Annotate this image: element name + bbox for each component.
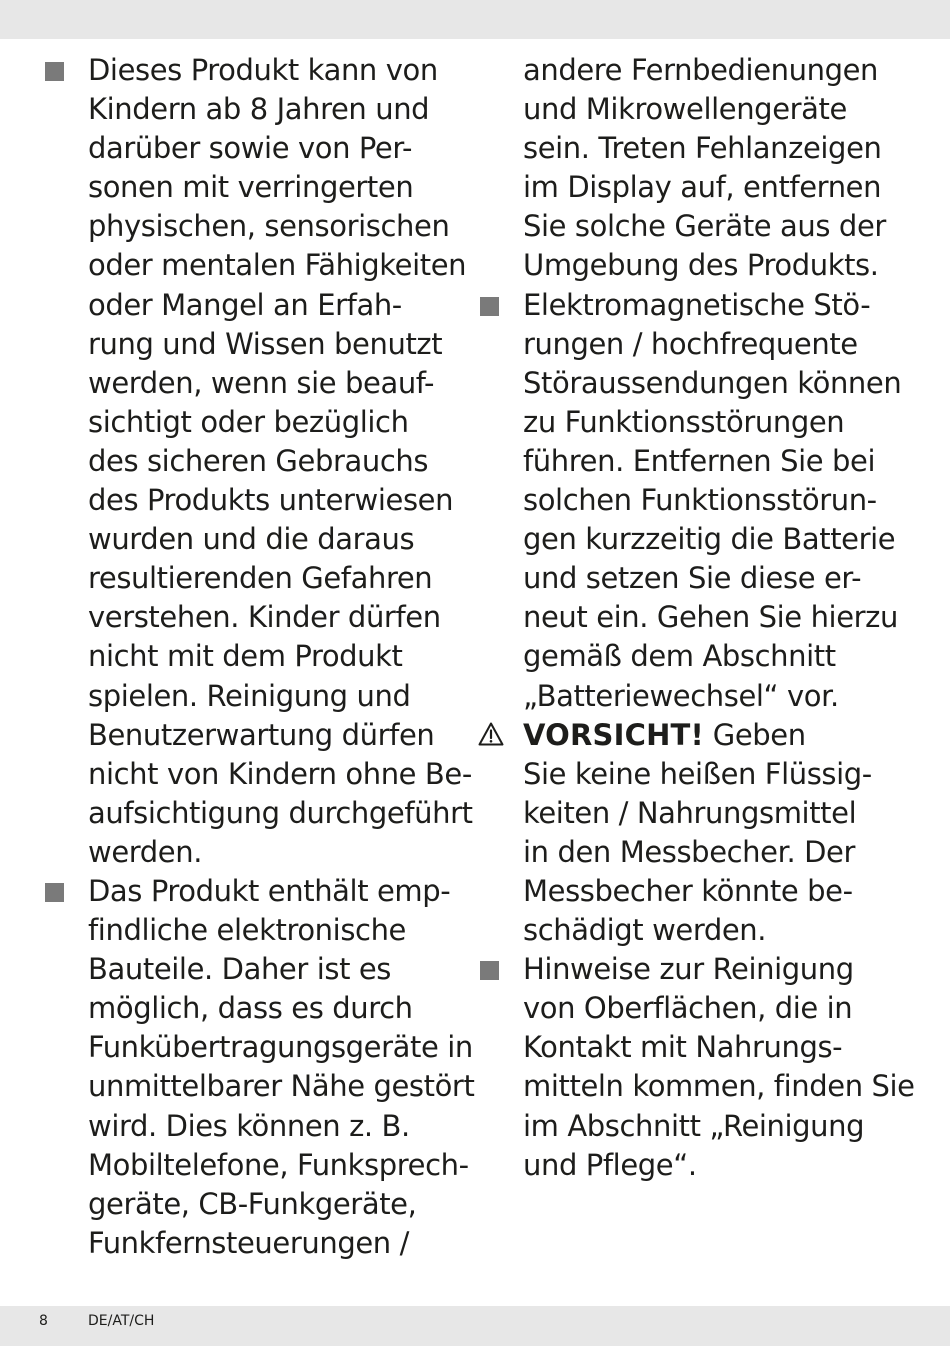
warning-label: VORSICHT! [523, 717, 704, 752]
text-line: Funkfernsteuerungen / [88, 1225, 409, 1260]
text-line: Umgebung des Produkts. [523, 248, 879, 283]
text-line: gemäß dem Abschnitt [523, 639, 836, 674]
warning-first-line [523, 716, 918, 755]
page-number: 8 [39, 1313, 48, 1329]
warning-triangle-icon [478, 721, 504, 747]
bullet-item-electromagnetic [478, 286, 918, 716]
text-line: findliche elektronische [88, 913, 406, 948]
square-bullet-icon [480, 961, 499, 980]
text-line: aufsichtigung durchgeführt [88, 795, 473, 830]
text-line: und Mikrowellengeräte [523, 92, 847, 127]
text-line: und setzen Sie diese er- [523, 561, 862, 596]
text-line: schädigt werden. [523, 913, 767, 948]
text-line: Mobiltelefone, Funksprech- [88, 1147, 469, 1182]
text-line: andere Fernbedienungen [523, 53, 879, 87]
text-line: sichtigt oder bezüglich [88, 404, 409, 439]
text-line: unmittelbarer Nähe gestört [88, 1069, 475, 1104]
continued-paragraph [478, 51, 918, 286]
bullet-item-electronic-components [43, 872, 473, 1263]
text-line: und Pflege“. [523, 1147, 697, 1182]
text-line: Bauteile. Daher ist es [88, 952, 392, 987]
text-line: sonen mit verringerten [88, 170, 414, 205]
text-line: neut ein. Gehen Sie hierzu [523, 600, 898, 635]
text-line: solchen Funktionsstörun- [523, 483, 877, 518]
text-line: spielen. Reinigung und [88, 678, 411, 713]
text-line: Hinweise zur Reinigung [523, 952, 854, 987]
text-line: Sie keine heißen Flüssig- [523, 756, 872, 791]
text-line: rung und Wissen benutzt [88, 326, 443, 361]
left-column [43, 51, 473, 1263]
text-line: Dieses Produkt kann von [88, 53, 438, 87]
text-line: Sie solche Geräte aus der [523, 209, 886, 244]
text-line: darüber sowie von Per- [88, 131, 413, 166]
text-line: werden. [88, 834, 203, 869]
text-line: Kindern ab 8 Jahren und [88, 92, 430, 127]
square-bullet-icon [45, 883, 64, 902]
text-line: im Display auf, entfernen [523, 170, 882, 205]
text-line: verstehen. Kinder dürfen [88, 600, 441, 635]
text-line: Das Produkt enthält emp- [88, 873, 451, 908]
text-line: oder mentalen Fähigkeiten [88, 248, 467, 283]
paragraph-cleaning-hint [523, 950, 918, 1185]
text-line: physischen, sensorischen [88, 209, 450, 244]
text-line: „Batteriewechsel“ vor. [523, 678, 839, 713]
text-line: rungen / hochfrequente [523, 326, 858, 361]
text-line: Benutzerwartung dürfen [88, 717, 435, 752]
text-line: Störaussendungen können [523, 365, 902, 400]
text-line: wurden und die daraus [88, 522, 415, 557]
warning-item [478, 716, 918, 951]
text-line: nicht mit dem Produkt [88, 639, 403, 674]
text-line: wird. Dies können z. B. [88, 1108, 410, 1143]
paragraph-children-usage [88, 51, 473, 872]
paragraph-electronic-components [88, 872, 473, 1263]
text-line: resultierenden Gefahren [88, 561, 433, 596]
top-band [0, 0, 950, 39]
text-line: Kontakt mit Nahrungs- [523, 1030, 843, 1065]
text-line: zu Funktionsstörungen [523, 404, 845, 439]
text-line: oder Mangel an Erfah- [88, 287, 402, 322]
square-bullet-icon [45, 62, 64, 81]
text-line: mitteln kommen, finden Sie [523, 1069, 915, 1104]
warning-first-line-text: Geben [703, 717, 806, 752]
text-line: in den Messbecher. Der [523, 834, 855, 869]
text-line: führen. Entfernen Sie bei [523, 443, 876, 478]
paragraph-continuation [523, 51, 918, 286]
paragraph-warning [523, 755, 918, 950]
text-line: Funkübertragungsgeräte in [88, 1030, 473, 1065]
bullet-item-children-usage [43, 51, 473, 872]
text-line: sein. Treten Fehlanzeigen [523, 131, 882, 166]
text-line: werden, wenn sie beauf- [88, 365, 435, 400]
language-codes: DE/AT/CH [88, 1313, 155, 1329]
text-line: des sicheren Gebrauchs [88, 443, 429, 478]
text-line: nicht von Kindern ohne Be- [88, 756, 472, 791]
text-line: keiten / Nahrungsmittel [523, 795, 857, 830]
paragraph-electromagnetic [523, 286, 918, 716]
right-column [478, 51, 918, 1185]
text-line: von Oberflächen, die in [523, 991, 853, 1026]
text-line: des Produkts unterwiesen [88, 483, 454, 518]
text-line: möglich, dass es durch [88, 991, 413, 1026]
text-line: im Abschnitt „Reinigung [523, 1108, 865, 1143]
square-bullet-icon [480, 297, 499, 316]
text-line: gen kurzzeitig die Batterie [523, 522, 896, 557]
text-line: Messbecher könnte be- [523, 873, 853, 908]
bullet-item-cleaning-hint [478, 950, 918, 1185]
text-line: geräte, CB-Funkgeräte, [88, 1186, 417, 1221]
text-line: Elektromagnetische Stö- [523, 287, 871, 322]
